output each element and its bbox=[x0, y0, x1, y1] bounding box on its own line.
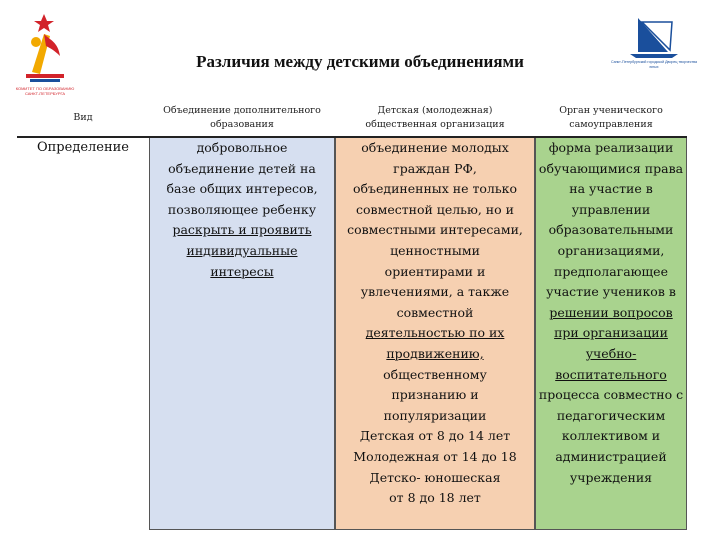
palace-logo bbox=[608, 12, 700, 74]
col1-line: базе общих интересов, bbox=[166, 181, 318, 197]
col3-line: образовательными bbox=[548, 222, 674, 238]
additional-education-cell bbox=[149, 138, 335, 530]
col3-line: учебно- bbox=[585, 345, 637, 361]
student-government-cell bbox=[535, 138, 687, 530]
col2-line: признанию и bbox=[391, 387, 479, 403]
col3-line: учреждения bbox=[569, 469, 653, 485]
col2-line: Детско- юношеская bbox=[369, 469, 501, 485]
col2-line: совместными интересами, bbox=[347, 222, 523, 238]
col2-line: ориентирами и bbox=[384, 263, 486, 279]
header-additional-education: Объединение дополнительного образования bbox=[163, 105, 321, 130]
col3-line: решении вопросов bbox=[549, 304, 673, 320]
col2-line: увлечениями, а также bbox=[360, 284, 510, 300]
sail-ship-icon bbox=[608, 12, 700, 60]
col3-line: предполагающее bbox=[554, 263, 668, 279]
col1-line: объединение детей на bbox=[168, 160, 316, 176]
col1-line: индивидуальные bbox=[186, 242, 298, 258]
col2-line: от 8 до 18 лет bbox=[389, 490, 481, 506]
col3-line: воспитательного bbox=[555, 366, 667, 382]
col2-line: совместной целью, но и bbox=[356, 201, 514, 217]
col3-line: управлении bbox=[571, 201, 651, 217]
col3-line: процесса совместно с bbox=[538, 387, 684, 403]
col3-line: участие учеников в bbox=[546, 284, 676, 300]
col2-line: продвижению, bbox=[386, 345, 484, 361]
col2-line: Молодежная от 14 до 18 bbox=[353, 448, 517, 464]
col2-line: граждан РФ, bbox=[393, 160, 477, 176]
committee-logo bbox=[14, 12, 76, 96]
row-label: Определение bbox=[36, 140, 129, 155]
palace-logo-caption: Санкт-Петербургский городской Дворец творчества юных bbox=[610, 60, 698, 69]
col2-line: объединение молодых bbox=[361, 140, 509, 155]
page-title: Различия между детскими объединениями bbox=[196, 52, 524, 71]
col3-line: организациями, bbox=[557, 242, 665, 258]
col1-line: раскрыть и проявить bbox=[172, 222, 312, 238]
col1-line: интересы bbox=[210, 263, 274, 279]
col2-line: популяризации bbox=[383, 407, 487, 423]
col3-line: при организации bbox=[554, 325, 668, 341]
col3-line: коллективом и bbox=[561, 428, 661, 444]
col1-line: позволяющее ребенку bbox=[167, 201, 317, 217]
table-header-row bbox=[17, 100, 687, 136]
col3-line: администрацией bbox=[555, 448, 667, 464]
col3-line: на участие в bbox=[569, 181, 653, 197]
col2-line: Детская от 8 до 14 лет bbox=[359, 428, 511, 444]
youth-organization-cell bbox=[335, 138, 535, 530]
col2-line: совместной bbox=[396, 304, 474, 320]
col1-line: добровольное bbox=[196, 140, 288, 155]
torch-star-icon bbox=[14, 12, 76, 86]
col3-line: форма реализации bbox=[548, 140, 674, 155]
col2-line: общественному bbox=[383, 366, 487, 382]
col2-line: ценностными bbox=[390, 242, 480, 258]
col2-line: объединенных не только bbox=[352, 181, 518, 197]
committee-logo-caption: КОМИТЕТ ПО ОБРАЗОВАНИЮ САНКТ-ПЕТЕРБУРГА bbox=[15, 86, 75, 96]
header-student-government: Орган ученического самоуправления bbox=[559, 105, 663, 130]
col3-line: обучающимися права bbox=[538, 160, 684, 176]
col2-line: деятельностью по их bbox=[365, 325, 505, 341]
row-label-cell bbox=[17, 138, 149, 530]
col3-line: педагогическим bbox=[556, 407, 666, 423]
header-youth-organization: Детская (молодежная) общественная организация bbox=[365, 105, 505, 130]
header-type: Вид bbox=[73, 112, 93, 123]
comparison-table bbox=[17, 100, 687, 530]
